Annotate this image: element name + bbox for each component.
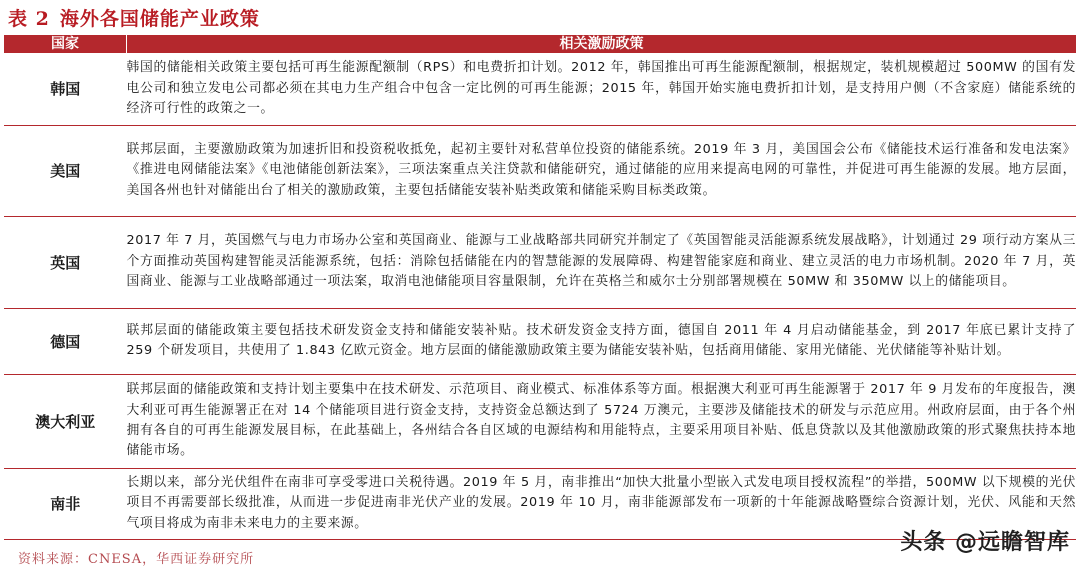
table-row <box>4 308 1076 374</box>
country-cell: 韩国 <box>4 53 127 125</box>
policy-cell: 联邦层面的储能政策和支持计划主要集中在技术研发、示范项目、商业模式、标准体系等方面。根据澳大利亚可再生能源署于 2017 年 9 月发布的年度报告，澳大利亚可再生能源署正在对 14 个储能项目进行资金支持，支持资金总额达到了 5724 万澳元，主要涉及储能技术的研发与示范应用。州政府层面，由于各个州拥有各自的可再生能源发展目标，在此基础上，各州结合各自区域的电源结构和用能特点，主要采用项目补贴、低息贷款以及其他激励政策的形式聚焦扶持本地储能市场。 <box>127 374 1077 468</box>
country-cell: 澳大利亚 <box>4 374 127 468</box>
table-header-row <box>4 35 1076 53</box>
country-cell: 美国 <box>4 125 127 216</box>
policy-cell: 联邦层面，主要激励政策为加速折旧和投资税收抵免，起初主要针对私营单位投资的储能系统。2019 年 3 月，美国国会公布《储能技术运行准备和发电法案》《推进电网储能法案》《电池储能创新法案》，三项法案重点关注贷款和储能研究，通过储能的应用来提高电网的可靠性，并促进可再生能源的发展。地方层面，美国各州也针对储能出台了相关的激励政策，主要包括储能安装补贴类政策和储能采购目标类政策。 <box>127 125 1077 216</box>
table-number: 表 2 <box>8 8 50 30</box>
policy-cell: 长期以来，部分光伏组件在南非可享受零进口关税待遇。2019 年 5 月，南非推出“加快大批量小型嵌入式发电项目授权流程”的举措，500MW 以下规模的光伏项目不再需要部长级批准，从而进一步促进南非光伏产业的发展。2019 年 10 月，南非能源部发布一项新的十年能源战略暨综合资源计划，光伏、风能和天然气项目将成为南非未来电力的主要来源。 <box>127 468 1077 539</box>
header-country: 国家 <box>4 35 127 53</box>
table-row <box>4 125 1076 216</box>
country-cell: 德国 <box>4 308 127 374</box>
country-cell: 南非 <box>4 468 127 539</box>
policy-cell: 韩国的储能相关政策主要包括可再生能源配额制（RPS）和电费折扣计划。2012 年，韩国推出可再生能源配额制，根据规定，装机规模超过 500MW 的国有发电公司和独立发电公司都必须在其电力生产组合中包含一定比例的可再生能源；2015 年，韩国开始实施电费折扣计划，是支持用户侧（不含家庭）储能系统的经济可行性的政策之一。 <box>127 53 1077 125</box>
table-title-text: 海外各国储能产业政策 <box>59 8 260 30</box>
header-policy: 相关激励政策 <box>127 35 1077 53</box>
country-cell: 英国 <box>4 216 127 308</box>
policy-cell: 联邦层面的储能政策主要包括技术研发资金支持和储能安装补贴。技术研发资金支持方面，德国自 2011 年 4 月启动储能基金，到 2017 年底已累计支持了 259 个研发项目，共使用了 1.843 亿欧元资金。地方层面的储能激励政策主要为储能安装补贴，包括商用储能、家用光储能、光伏储能等补贴计划。 <box>127 308 1077 374</box>
table-title <box>8 4 260 31</box>
table-row <box>4 216 1076 308</box>
table-row <box>4 53 1076 125</box>
table-row <box>4 374 1076 468</box>
policy-table <box>4 35 1076 540</box>
policy-cell: 2017 年 7 月，英国燃气与电力市场办公室和英国商业、能源与工业战略部共同研究并制定了《英国智能灵活能源系统发展战略》，计划通过 29 项行动方案从三个方面推动英国构建智能灵活能源系统，包括：消除包括储能在内的智慧能源的发展障碍、构建智能家庭和商业、建立灵活的电力市场机制。2020 年 7 月，英国商业、能源与工业战略部通过一项法案，取消电池储能项目容量限制，允许在英格兰和威尔士分别部署规模在 50MW 和 350MW 以上的储能项目。 <box>127 216 1077 308</box>
source-note: 资料来源：CNESA，华西证券研究所 <box>18 552 255 567</box>
watermark: 头条 @远瞻智库 <box>900 530 1070 555</box>
